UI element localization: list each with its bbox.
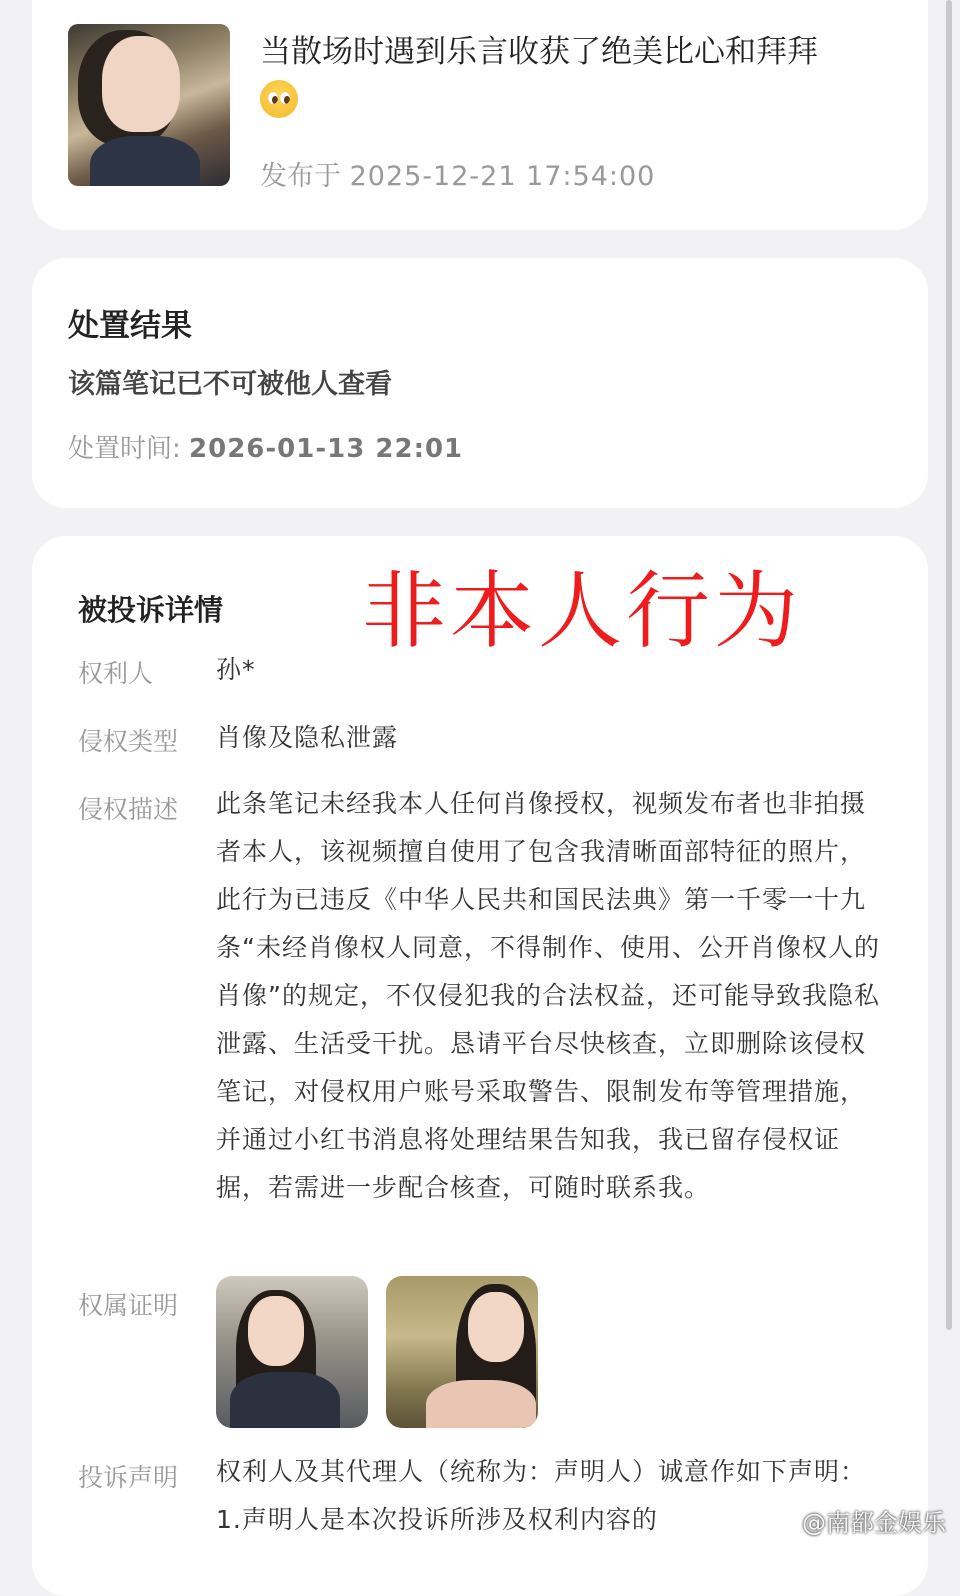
row-label-infringement-type: 侵权类型 — [78, 722, 178, 758]
proof-image-2[interactable] — [386, 1276, 538, 1428]
complaint-detail-card — [32, 536, 928, 1596]
row-value-statement: 权利人及其代理人（统称为：声明人）诚意作如下声明：1.声明人是本次投诉所涉及权利内容的 — [216, 1448, 880, 1544]
row-value-description: 此条笔记未经我本人任何肖像授权，视频发布者也非拍摄者本人，该视频擅自使用了包含我清晰面部特征的照片，此行为已违反《中华人民共和国民法典》第一千零一十九条“未经肖像权人同意，不得制作、使用、公开肖像权人的肖像”的规定，不仅侵犯我的合法权益，还可能导致我隐私泄露、生活受干扰。恳请平台尽快核查，立即删除该侵权笔记，对侵权用户账号采取警告、限制发布等管理措施，并通过小红书消息将处理结果告知我，我已留存侵权证据，若需进一步配合核查，可随时联系我。 — [216, 780, 880, 1212]
scrollbar[interactable] — [946, 0, 952, 1330]
overlay-annotation: 非本人行为 — [362, 544, 802, 665]
result-time-label: 处置时间: — [68, 434, 181, 464]
note-card[interactable] — [32, 0, 928, 230]
result-text: 该篇笔记已不可被他人查看 — [68, 362, 392, 401]
note-thumbnail[interactable] — [68, 24, 230, 186]
row-value-rights-holder: 孙* — [216, 646, 880, 694]
note-title: 当散场时遇到乐言收获了绝美比心和拜拜 — [260, 26, 880, 78]
proof-image-1[interactable] — [216, 1276, 368, 1428]
row-label-statement: 投诉声明 — [78, 1458, 178, 1494]
pleading-face-emoji-icon — [260, 80, 298, 118]
row-label-proof: 权属证明 — [78, 1286, 178, 1322]
result-time — [68, 428, 463, 465]
publish-time — [260, 154, 655, 193]
result-card — [32, 258, 928, 508]
publish-time-value: 2025-12-21 17:54:00 — [350, 161, 656, 192]
watermark: @南都金娱乐 — [802, 1503, 946, 1538]
row-label-rights-holder: 权利人 — [78, 654, 153, 690]
result-time-value: 2026-01-13 22:01 — [189, 434, 463, 464]
row-label-description: 侵权描述 — [78, 790, 178, 826]
result-heading: 处置结果 — [68, 300, 192, 345]
detail-heading: 被投诉详情 — [78, 588, 223, 629]
publish-label: 发布于 — [260, 161, 341, 192]
row-value-infringement-type: 肖像及隐私泄露 — [216, 714, 880, 762]
